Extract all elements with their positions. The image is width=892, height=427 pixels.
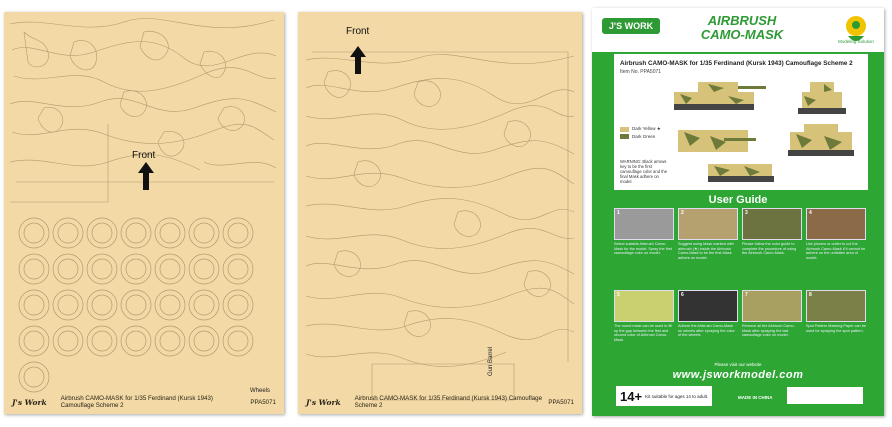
guide-step-text: Select suitable Airbrush Camo-Mask for the model. Spray the first camouflage color on model. [614, 242, 672, 256]
warning-text: WARNING: Black arrows key to be the first camouflage color and the final Mask adhere on model. [620, 159, 668, 184]
age-rating: 14+ [620, 388, 643, 404]
mask-sheet-1 [4, 12, 284, 414]
guide-step-text: Spot Pattern Masking Paper can be used for spraying the spot pattern. [806, 324, 866, 333]
age-rating-box [616, 386, 712, 406]
tank-profile-top [674, 122, 758, 158]
sheet-footer [306, 396, 574, 408]
guide-step-text: Use pincers or cutter to cut the Airbrush Camo-Mask if it cannot be adhere on the unflatten area of model. [806, 242, 866, 260]
front-label: Front [132, 150, 156, 161]
brand-caption: Modeling Solution [838, 39, 874, 44]
product-description: Airbrush CAMO-MASK for 1/35 Ferdinand (Kursk 1943) Camouflage Scheme 2 [354, 395, 543, 409]
guide-step-text: Remove all the Airbrush Camo-Mask after spraying the last camouflage color on model. [742, 324, 795, 338]
brand-logo: J'S WORK [602, 18, 660, 34]
made-in-label: MADE IN CHINA [738, 395, 773, 400]
barcode-area [787, 387, 863, 404]
legend-item [620, 126, 661, 132]
card-header [592, 8, 884, 52]
legend-label: Dark Yellow ★ [632, 126, 661, 131]
camo-pattern-sheet-1 [4, 12, 284, 414]
legend-item [620, 134, 655, 139]
product-title-heading [682, 14, 802, 42]
tank-profile-side [668, 74, 768, 114]
guide-step-image: 7 [742, 290, 802, 322]
item-number: Item No. PPA5071 [620, 69, 662, 75]
product-title: Airbrush CAMO-MASK for 1/35 Ferdinand (Kursk 1943) Camouflage Scheme 2 [620, 60, 853, 67]
wheels-label: Wheels [250, 388, 271, 394]
tank-profile-rear [784, 120, 860, 160]
product-code: PPA5071 [548, 398, 574, 406]
sheet-footer [12, 396, 276, 408]
gun-barrel-label: Gun Barrel [488, 346, 494, 376]
guide-step-image: 5 [614, 290, 674, 322]
age-rating-text: Kit suitable for ages 14 to adult. [645, 393, 709, 399]
product-description: Airbrush CAMO-MASK for 1/35 Ferdinand (Kursk 1943) Camouflage Scheme 2 [60, 395, 213, 409]
brand-label: J's Work [12, 397, 47, 407]
guide-step-text: Suggest using Mask marked with airbrush (★) inside the Airbrush Camo-Mask to be the first Mask adhere on model. [678, 242, 734, 260]
front-arrow-icon [138, 162, 154, 190]
legend-swatch [620, 134, 629, 139]
guide-step-image: 8 [806, 290, 866, 322]
product-info-panel [614, 54, 868, 190]
website-link[interactable]: www.jsworkmodel.com [672, 369, 804, 381]
product-code: PPA5071 [250, 398, 276, 406]
guide-step-image: 4 [806, 208, 866, 240]
legend-label: Dark Green [632, 134, 656, 139]
title-line-2: CAMO-MASK [700, 27, 784, 42]
guide-step-image: 3 [742, 208, 802, 240]
user-guide-title: User Guide [708, 194, 768, 206]
front-arrow-icon [350, 46, 366, 74]
guide-step-image: 6 [678, 290, 738, 322]
guide-step-image: 1 [614, 208, 674, 240]
tank-profile-lower [704, 154, 784, 188]
front-label: Front [346, 26, 370, 37]
guide-step-text: The round mask can be used to fill up the gap between the first and second color of Airbrush Camo-Mask. [614, 324, 673, 342]
guide-step-image: 2 [678, 208, 738, 240]
camo-pattern-sheet-2 [298, 12, 582, 414]
brand-label: J's Work [306, 397, 341, 407]
package-card [592, 8, 884, 416]
mask-sheet-2 [298, 12, 582, 414]
website-caption: Please visit our website [714, 362, 762, 367]
title-line-1: AIRBRUSH [707, 13, 777, 28]
tank-profile-front [794, 78, 850, 116]
guide-step-text: Please follow the color guide to complete the procedure of using the Airbrush Camo-Mask. [742, 242, 797, 256]
guide-step-text: Adhere the Airbrush Camo-Mask on wheels after spraying the color of the wheels. [678, 324, 735, 338]
legend-swatch [620, 127, 629, 132]
